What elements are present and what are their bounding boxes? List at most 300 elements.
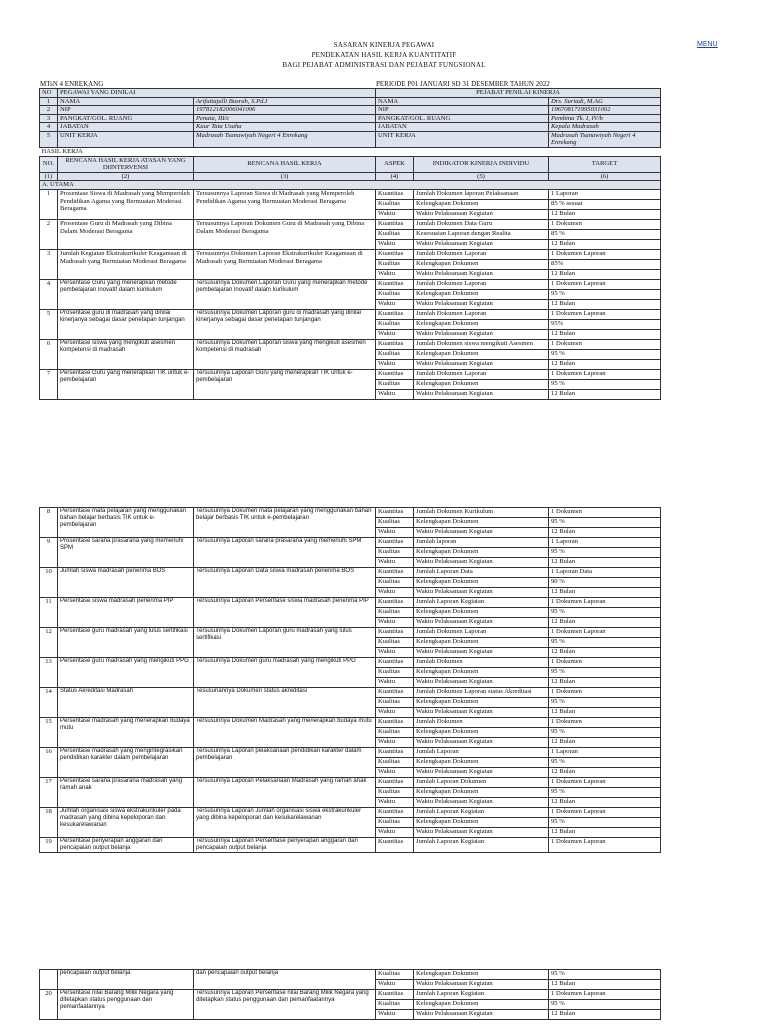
aspek-cell: Kuantitas (376, 718, 414, 728)
indikator-cell: Kelengkapan Dokumen (414, 319, 549, 329)
indikator-cell: Waktu Pelaksanaan Kegiatan (414, 678, 549, 688)
indikator-cell: Waktu Pelaksanaan Kegiatan (414, 239, 549, 249)
aspek-cell: Kuantitas (376, 568, 414, 578)
table-row (40, 838, 661, 853)
target-cell: 12 Bulan (549, 299, 661, 309)
target-cell: 95 % (549, 289, 661, 299)
target-cell: 1 Dokumen (549, 658, 661, 668)
identity-row (40, 123, 661, 132)
aspek-cell: Kualitas (376, 758, 414, 768)
aspek-cell: Kualitas (376, 638, 414, 648)
indikator-cell: Kelengkapan Dokumen (414, 698, 549, 708)
target-cell: 1 Dokumen Laporan (549, 369, 661, 379)
aspek-cell: Kuantitas (376, 369, 414, 379)
penilai-value: Kepala Madrasah (549, 123, 661, 132)
table-row (40, 718, 661, 728)
indikator-cell: Waktu Pelaksanaan Kegiatan (414, 708, 549, 718)
table-row (40, 808, 661, 818)
indikator-cell: Kelengkapan Dokumen (414, 1000, 549, 1010)
identity-row (40, 97, 661, 106)
aspek-cell: Kuantitas (376, 279, 414, 289)
penilai-value: 196708171995031002 (549, 106, 661, 115)
rencana-atasan-cell: pencapaian output belanja (58, 970, 194, 990)
item-number: 13 (40, 658, 58, 688)
rencana-atasan-cell: Persentase madrasah yang menerapkan budaya mutu (58, 718, 194, 748)
aspek-cell: Kualitas (376, 548, 414, 558)
aspek-cell: Kuantitas (376, 748, 414, 758)
item-number: 17 (40, 778, 58, 808)
target-cell: 1 Dokumen Laporan (549, 808, 661, 818)
aspek-cell: Waktu (376, 558, 414, 568)
indikator-cell: Jumlah Laporan Data (414, 568, 549, 578)
indikator-cell: Kelengkapan Dokumen (414, 379, 549, 389)
rencana-hasil-kerja-cell: Tersusunnya Dokumen guru madrasah yang mengikuti PPG (194, 658, 376, 688)
rencana-atasan-cell: Persentase guru madrasah yang lulus sertifikasi (58, 628, 194, 658)
target-cell: 85 % sesuai (549, 199, 661, 209)
target-cell: 1 Laporan (549, 748, 661, 758)
identity-no-header: NO (40, 89, 58, 98)
target-cell: 12 Bulan (549, 1010, 661, 1020)
target-cell: 1 Dokumen Laporan (549, 249, 661, 259)
target-cell: 12 Bulan (549, 359, 661, 369)
item-number: 12 (40, 628, 58, 658)
target-cell: 95 % (549, 788, 661, 798)
rencana-hasil-kerja-cell: dan pencapaian output belanja (194, 970, 376, 990)
doc-title-line3: BAGI PEJABAT ADMINISTRASI DAN PEJABAT FUNGSIONAL (282, 61, 486, 69)
aspek-cell: Kualitas (376, 698, 414, 708)
target-cell: 12 Bulan (549, 588, 661, 598)
col-no-header: NO. (40, 156, 58, 172)
target-cell: 95 % (549, 1000, 661, 1010)
table-row (40, 688, 661, 698)
table-row (40, 249, 661, 259)
aspek-cell: Waktu (376, 678, 414, 688)
aspek-cell: Waktu (376, 269, 414, 279)
identity-value: Penata, III/c (194, 114, 376, 123)
skp-table-page1 (39, 88, 661, 400)
indikator-cell: Jumlah Laporan (414, 748, 549, 758)
target-cell: 1 Laporan (549, 189, 661, 199)
item-number: 3 (40, 249, 58, 279)
aspek-cell: Waktu (376, 389, 414, 399)
identity-row (40, 106, 661, 115)
target-cell: 90 % (549, 578, 661, 588)
aspek-cell: Waktu (376, 828, 414, 838)
table-row (40, 568, 661, 578)
indikator-cell: Waktu Pelaksanaan Kegiatan (414, 359, 549, 369)
aspek-cell: Waktu (376, 798, 414, 808)
indikator-cell: Waktu Pelaksanaan Kegiatan (414, 528, 549, 538)
rencana-atasan-cell: Persentase siswa madrasah penerima PIP (58, 598, 194, 628)
table-row (40, 748, 661, 758)
table-row (40, 628, 661, 638)
indikator-cell: Waktu Pelaksanaan Kegiatan (414, 588, 549, 598)
identity-value: 197812182006041006 (194, 106, 376, 115)
aspek-cell: Kualitas (376, 578, 414, 588)
rencana-atasan-cell: Jumlah organisasi siswa ekstrakurikuler pada madrasah yang dibina kepeloporan dan kesukarelawanan (58, 808, 194, 838)
target-cell: 1 Dokumen (549, 339, 661, 349)
item-number: 19 (40, 838, 58, 853)
col-indikator-header: INDIKATOR KINERJA INDIVIDU (414, 156, 549, 172)
indikator-cell: Waktu Pelaksanaan Kegiatan (414, 738, 549, 748)
rencana-hasil-kerja-cell: Tesusunannya Dokumen status akreditasi (194, 688, 376, 718)
unit-name: MTsN 4 ENREKANG (40, 80, 104, 88)
col-number: (3) (194, 172, 376, 181)
item-number: 18 (40, 808, 58, 838)
rencana-hasil-kerja-cell: Tersusunnya Dokumen mata pelajaran yang menggunakan bahan belajar berbasis TIK untuk e-pembelajaran (194, 508, 376, 538)
indikator-cell: Jumlah Laporan Kegiatan (414, 838, 549, 853)
col-number: (6) (549, 172, 661, 181)
indikator-cell: Waktu Pelaksanaan Kegiatan (414, 618, 549, 628)
col-aspek-header: ASPEK (376, 156, 414, 172)
item-number: 9 (40, 538, 58, 568)
target-cell: 1 Dokumen (549, 508, 661, 518)
item-number: 14 (40, 688, 58, 718)
aspek-cell: Kuantitas (376, 189, 414, 199)
indikator-cell: Kelengkapan Dokumen (414, 548, 549, 558)
aspek-cell: Kualitas (376, 668, 414, 678)
identity-value: Arifuttajalli Busrah, S.Pd.I (194, 97, 376, 106)
indikator-cell: Waktu Pelaksanaan Kegiatan (414, 980, 549, 990)
rencana-hasil-kerja-cell: Tersusunnya Laporan Pelaksanaan Madrasah yang ramah anak (194, 778, 376, 808)
item-number: 5 (40, 309, 58, 339)
target-cell: 12 Bulan (549, 708, 661, 718)
rencana-hasil-kerja-cell: Tersusunnya Laporan Jumlah organisasi siswa ekstrakurikuler yang dibina kepeloporan dan kesukarelawanan (194, 808, 376, 838)
indikator-cell: Jumlah Dokumen (414, 658, 549, 668)
indikator-cell: Jumlah Laporan Kegiatan (414, 808, 549, 818)
table-row (40, 279, 661, 289)
rencana-hasil-kerja-cell: Tersusunnya Laporan Persentase siswa madrasah penerima PIP (194, 598, 376, 628)
aspek-cell: Kuantitas (376, 538, 414, 548)
target-cell: 1 Dokumen Laporan (549, 279, 661, 289)
identity-field: PANGKAT/GOL. RUANG (58, 114, 194, 123)
skp-table-page3 (39, 969, 661, 1020)
target-cell: 1 Dokumen (549, 219, 661, 229)
indikator-cell: Kelengkapan Dokumen (414, 970, 549, 980)
identity-value: Kaur Tata Usaha (194, 123, 376, 132)
penilai-field: NIP (376, 106, 549, 115)
target-cell: 1 Dokumen Laporan (549, 838, 661, 853)
table-row (40, 339, 661, 349)
table-row (40, 598, 661, 608)
rencana-hasil-kerja-cell: Tersusunnya Laporan Guru yang menerapkan TIK untuk e-pembelajaran (194, 369, 376, 399)
indikator-cell: Jumlah Dokumen Data Guru (414, 219, 549, 229)
aspek-cell: Waktu (376, 239, 414, 249)
indikator-cell: Waktu Pelaksanaan Kegiatan (414, 209, 549, 219)
target-cell: 12 Bulan (549, 980, 661, 990)
indikator-cell: Jumlah laporan (414, 538, 549, 548)
rencana-hasil-kerja-cell: Tersusunnya Dokumen Laporan siswa yang mengikuti asesmen kompetensi di madrasah (194, 339, 376, 369)
indikator-cell: Waktu Pelaksanaan Kegiatan (414, 389, 549, 399)
table-row (40, 508, 661, 518)
target-cell: 1 Dokumen Laporan (549, 309, 661, 319)
target-cell: 12 Bulan (549, 239, 661, 249)
indikator-cell: Kesesuaian Laporan dengan Realita (414, 229, 549, 239)
table-row (40, 970, 661, 980)
item-number: 7 (40, 369, 58, 399)
aspek-cell: Kuantitas (376, 838, 414, 853)
target-cell: 95 % (549, 548, 661, 558)
target-cell: 95 % (549, 638, 661, 648)
item-number: 2 (40, 219, 58, 249)
aspek-cell: Waktu (376, 528, 414, 538)
rencana-atasan-cell: Prosentase guru di madrasah yang dinilai kinerjanya sebagai dasar penetapan tunjangan (58, 309, 194, 339)
indikator-cell: Kelengkapan Dokumen (414, 668, 549, 678)
target-cell: 12 Bulan (549, 389, 661, 399)
aspek-cell: Kualitas (376, 289, 414, 299)
target-cell: 12 Bulan (549, 738, 661, 748)
rencana-hasil-kerja-cell: Tersusunnya Laporan sarana prasarana yang memenuhi SPM (194, 538, 376, 568)
identity-no: 2 (40, 106, 58, 115)
rencana-hasil-kerja-cell: Tersusunnya Dokumen Laporan Guru yang menerapkan metode pembelajaran inovatif dalam kurikulum (194, 279, 376, 309)
section-utama-row (40, 181, 661, 190)
doc-title-line2: PENDEKATAN HASIL KERJA KUANTITATIF (311, 51, 457, 59)
target-cell: 95 % (549, 379, 661, 389)
indikator-cell: Jumlah Laporan Kegiatan (414, 990, 549, 1000)
aspek-cell: Waktu (376, 648, 414, 658)
indikator-cell: Jumlah Dokumen Kurikulum (414, 508, 549, 518)
aspek-cell: Waktu (376, 1010, 414, 1020)
indikator-cell: Jumlah Dokumen Laporan (414, 279, 549, 289)
rencana-atasan-cell: Status Akreditasi Madrasah (58, 688, 194, 718)
rencana-hasil-kerja-cell: Tersusunnya Dokumen Laporan guru madrasah yang lulus sertifikasi (194, 628, 376, 658)
rencana-atasan-cell: Persentase Guru yang menerapkan metode pembelajaran inovatif dalam kurikulum (58, 279, 194, 309)
rencana-atasan-cell: Persentase Guru yang menerapkan TIK untuk e-pembelajaran (58, 369, 194, 399)
identity-field: NIP (58, 106, 194, 115)
aspek-cell: Kualitas (376, 788, 414, 798)
table-row (40, 369, 661, 379)
target-cell: 95 % (549, 698, 661, 708)
target-cell: 1 Dokumen Laporan (549, 778, 661, 788)
rencana-atasan-cell: Prosentase Guru di Madrasah yang Dibina Dalam Moderasi Beragama (58, 219, 194, 249)
target-cell: 12 Bulan (549, 828, 661, 838)
rencana-atasan-cell: Prosentase Siswa di Madrasah yang Memperoleh Pendidikan Agama yang Bermuatan Moderasi Beragama (58, 189, 194, 219)
target-cell: 85 % (549, 229, 661, 239)
item-number: 16 (40, 748, 58, 778)
doc-title-line1: SASARAN KINERJA PEGAWAI (333, 41, 435, 49)
col-number: (5) (414, 172, 549, 181)
rencana-atasan-cell: Persentase sarana prasarana madrasah yang ramah anak (58, 778, 194, 808)
indikator-cell: Waktu Pelaksanaan Kegiatan (414, 329, 549, 339)
aspek-cell: Kuantitas (376, 249, 414, 259)
indikator-cell: Waktu Pelaksanaan Kegiatan (414, 768, 549, 778)
column-header-row (40, 156, 661, 172)
target-cell: 1 Dokumen (549, 718, 661, 728)
penilai-value: Pembina Tk. I, IV/b (549, 114, 661, 123)
aspek-cell: Kualitas (376, 349, 414, 359)
aspek-cell: Waktu (376, 768, 414, 778)
indikator-cell: Jumlah Dokumen Laporan (414, 309, 549, 319)
indikator-cell: Kelengkapan Dokumen (414, 259, 549, 269)
aspek-cell: Kuantitas (376, 990, 414, 1000)
rencana-hasil-kerja-cell: Tersusunnya Laporan pelaksanaan pendidikan karakter dalam pembelajaran (194, 748, 376, 778)
target-cell: 12 Bulan (549, 558, 661, 568)
pejabat-penilai-header: PEJABAT PENILAI KINERJA (376, 89, 661, 98)
aspek-cell: Kuantitas (376, 688, 414, 698)
identity-field: NAMA (58, 97, 194, 106)
target-cell: 95 % (549, 608, 661, 618)
aspek-cell: Kuantitas (376, 508, 414, 518)
target-cell: 95 % (549, 970, 661, 980)
aspek-cell: Waktu (376, 209, 414, 219)
aspek-cell: Waktu (376, 738, 414, 748)
table-row (40, 778, 661, 788)
penilai-field: NAMA (376, 97, 549, 106)
periode: PERIODE P01 JANUARI SD 31 DESEMBER TAHUN 2022 (376, 80, 550, 88)
aspek-cell: Kualitas (376, 608, 414, 618)
target-cell: 1 Dokumen (549, 688, 661, 698)
target-cell: 1 Dokumen Laporan (549, 598, 661, 608)
item-number: 20 (40, 990, 58, 1020)
indikator-cell: Jumlah Dokumen laporan Pelaksanaan (414, 189, 549, 199)
target-cell: 95% (549, 319, 661, 329)
col-number: (4) (376, 172, 414, 181)
indikator-cell: Kelengkapan Dokumen (414, 638, 549, 648)
identity-no: 3 (40, 114, 58, 123)
target-cell: 1 Laporan Data (549, 568, 661, 578)
target-cell: 1 Dokumen Laporan (549, 628, 661, 638)
indikator-cell: Kelengkapan Dokumen (414, 608, 549, 618)
identity-row (40, 114, 661, 123)
target-cell: 12 Bulan (549, 678, 661, 688)
rencana-atasan-cell: Persentase penyerapan anggaran dan pencapaian output belanja (58, 838, 194, 853)
aspek-cell: Waktu (376, 708, 414, 718)
indikator-cell: Jumlah Dokumen Laporan status Akreditasi (414, 688, 549, 698)
identity-field: UNIT KERJA (58, 131, 194, 147)
table-row (40, 990, 661, 1000)
col-rencana-header: RENCANA HASIL KERJA (194, 156, 376, 172)
aspek-cell: Kualitas (376, 1000, 414, 1010)
item-number: 15 (40, 718, 58, 748)
indikator-cell: Kelengkapan Dokumen (414, 518, 549, 528)
rencana-hasil-kerja-cell: Tersusunnya Laporan Data siswa madrasah penerima BOS (194, 568, 376, 598)
rencana-hasil-kerja-cell: Tersusunnya Laporan Dokumen Guru di Madrasah yang Dibina Dalam Moderasi Beragama (194, 219, 376, 249)
identity-no: 4 (40, 123, 58, 132)
penilai-field: PANGKAT/GOL. RUANG (376, 114, 549, 123)
aspek-cell: Waktu (376, 299, 414, 309)
target-cell: 1 Laporan (549, 538, 661, 548)
rencana-hasil-kerja-cell: Tersusunnya Dokumen Laporan guru di madrasah yang dinilai kinerjanya sebagai dasar penetapan tunjangan (194, 309, 376, 339)
penilai-value: Madrasah Tsanawiyah Negeri 4 Enrekang (549, 131, 661, 147)
target-cell: 95 % (549, 668, 661, 678)
indikator-cell: Waktu Pelaksanaan Kegiatan (414, 1010, 549, 1020)
target-cell: 12 Bulan (549, 768, 661, 778)
aspek-cell: Kualitas (376, 379, 414, 389)
table-row (40, 189, 661, 199)
aspek-cell: Kualitas (376, 728, 414, 738)
table-row (40, 219, 661, 229)
aspek-cell: Kuantitas (376, 219, 414, 229)
identity-no: 5 (40, 131, 58, 147)
indikator-cell: Jumlah Dokumen Laporan (414, 369, 549, 379)
identity-header-row (40, 89, 661, 98)
indikator-cell: Waktu Pelaksanaan Kegiatan (414, 648, 549, 658)
aspek-cell: Kualitas (376, 818, 414, 828)
column-number-row (40, 172, 661, 181)
identity-field: JABATAN (58, 123, 194, 132)
aspek-cell: Kualitas (376, 229, 414, 239)
target-cell: 95 % (549, 818, 661, 828)
target-cell: 85% (549, 259, 661, 269)
menu-link[interactable]: MENU (697, 41, 718, 48)
col-rencana-atasan-header: RENCANA HASIL KERJA ATASAN YANG DIINTERVENSI (58, 156, 194, 172)
col-number: (1) (40, 172, 58, 181)
aspek-cell: Kuantitas (376, 778, 414, 788)
rencana-atasan-cell: Persentase madrasah yang mengintegrasikan pendidikan karakter dalam pembelajaran (58, 748, 194, 778)
aspek-cell: Waktu (376, 618, 414, 628)
identity-value: Madrasah Tsanawiyah Negeri 4 Enrekang (194, 131, 376, 147)
target-cell: 95 % (549, 518, 661, 528)
indikator-cell: Waktu Pelaksanaan Kegiatan (414, 558, 549, 568)
target-cell: 12 Bulan (549, 648, 661, 658)
indikator-cell: Jumlah Laporan Kegiatan (414, 598, 549, 608)
identity-no: 1 (40, 97, 58, 106)
indikator-cell: Kelengkapan Dokumen (414, 349, 549, 359)
target-cell: 12 Bulan (549, 269, 661, 279)
indikator-cell: Waktu Pelaksanaan Kegiatan (414, 798, 549, 808)
aspek-cell: Kualitas (376, 259, 414, 269)
aspek-cell: Kualitas (376, 970, 414, 980)
indikator-cell: Kelengkapan Dokumen (414, 818, 549, 828)
rencana-atasan-cell: Persentase mata pelajaran yang menggunakan bahan belajar berbasis TIK untuk e-pembelajaran (58, 508, 194, 538)
indikator-cell: Jumlah Dokumen Laporan (414, 249, 549, 259)
target-cell: 95 % (549, 758, 661, 768)
aspek-cell: Waktu (376, 359, 414, 369)
indikator-cell: Kelengkapan Dokumen (414, 758, 549, 768)
aspek-cell: Kuantitas (376, 598, 414, 608)
col-target-header: TARGET (549, 156, 661, 172)
target-cell: 12 Bulan (549, 209, 661, 219)
aspek-cell: Kuantitas (376, 339, 414, 349)
target-cell: 12 Bulan (549, 798, 661, 808)
aspek-cell: Waktu (376, 588, 414, 598)
item-number: 11 (40, 598, 58, 628)
penilai-field: JABATAN (376, 123, 549, 132)
indikator-cell: Kelengkapan Dokumen (414, 578, 549, 588)
indikator-cell: Kelengkapan Dokumen (414, 788, 549, 798)
penilai-value: Drs. Suriadi, M.AG (549, 97, 661, 106)
pegawai-dinilai-header: PEGAWAI YANG DINILAI (58, 89, 376, 98)
aspek-cell: Waktu (376, 980, 414, 990)
target-cell: 95 % (549, 728, 661, 738)
rencana-atasan-cell: Jumlah siswa madrasah penerima BOS (58, 568, 194, 598)
item-number: 1 (40, 189, 58, 219)
item-number: 4 (40, 279, 58, 309)
item-number-continued (40, 970, 58, 990)
identity-row (40, 131, 661, 147)
aspek-cell: Kualitas (376, 319, 414, 329)
hasil-kerja-label: HASIL KERJA (41, 148, 83, 156)
rencana-atasan-cell: Persentase siswa yang mengikuti asesmen kompetensi di madrasah (58, 339, 194, 369)
item-number: 10 (40, 568, 58, 598)
aspek-cell: Kuantitas (376, 808, 414, 818)
rencana-hasil-kerja-cell: Tersusunnya Laporan Siswa di Madrasah yang Memperoleh Pendidikan Agama yang Bermuatan Moderasi Beragama (194, 189, 376, 219)
target-cell: 12 Bulan (549, 528, 661, 538)
target-cell: 12 Bulan (549, 329, 661, 339)
rencana-atasan-cell: Persentase guru madrasah yang mengikuti PPG (58, 658, 194, 688)
rencana-atasan-cell: Persentase nilai Barang Milik Negara yang ditetapkan status penggunaan dan pemanfaatannya (58, 990, 194, 1020)
section-utama-label: A. UTAMA (40, 181, 661, 190)
target-cell: 1 Dokumen Laporan (549, 990, 661, 1000)
indikator-cell: Waktu Pelaksanaan Kegiatan (414, 828, 549, 838)
penilai-field: UNIT KERJA (376, 131, 549, 147)
rencana-hasil-kerja-cell: Tersusunnya Laporan Persentase penyerapan anggaran dan pencapaian output belanja (194, 838, 376, 853)
indikator-cell: Waktu Pelaksanaan Kegiatan (414, 269, 549, 279)
target-cell: 95 % (549, 349, 661, 359)
skp-table-page2 (39, 507, 661, 853)
rencana-hasil-kerja-cell: Tersusunnya Dokumen Madrasah yang menerapkan budaya mutu (194, 718, 376, 748)
indikator-cell: Kelengkapan Dokumen (414, 199, 549, 209)
